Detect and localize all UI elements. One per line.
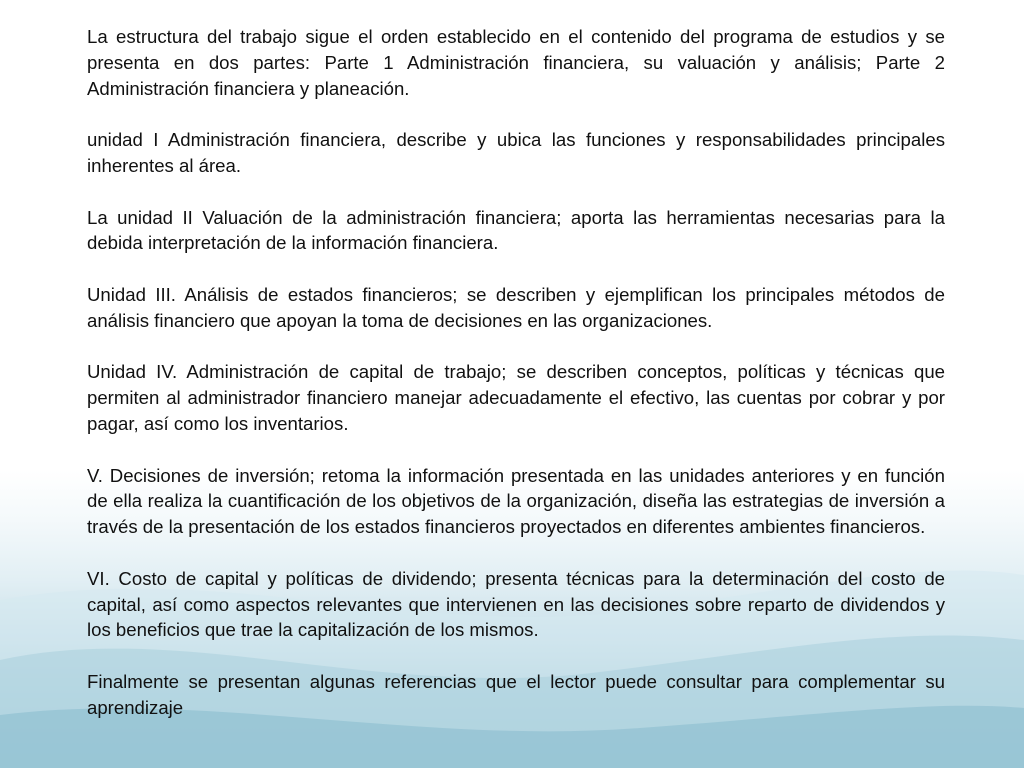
paragraph-closing: Finalmente se presentan algunas referencias que el lector puede consultar para complementar su aprendizaje <box>87 670 945 718</box>
paragraph-unit-3: Unidad III. Análisis de estados financieros; se describen y ejemplifican los principales métodos de análisis financiero que apoyan la toma de decisiones en las organizaciones. <box>87 283 945 331</box>
paragraph-structure: La estructura del trabajo sigue el orden establecido en el contenido del programa de estudios y se presenta en dos partes: Parte 1 Administración financiera, su valuación y análisis; Parte 2 Administración financiera y planeación. <box>87 26 945 99</box>
paragraph-unit-1: unidad I Administración financiera, describe y ubica las funciones y responsabilidades principales inherentes al área. <box>87 129 945 176</box>
paragraph-unit-6: VI. Costo de capital y políticas de dividendo; presenta técnicas para la determinación del costo de capital, así como aspectos relevantes que intervienen en las decisiones sobre reparto de dividendos y los beneficios que trae la capitalización de los mismos. <box>87 567 945 641</box>
paragraph-unit-5: V. Decisiones de inversión; retoma la información presentada en las unidades anteriores y en función de ella realiza la cuantificación de los objetivos de la organización, diseña las estrategias de inversión a través de la presentación de los estados financieros proyectados en diferentes ambientes financieros. <box>87 464 945 538</box>
slide-body-text <box>87 24 945 721</box>
paragraph-unit-4: Unidad IV. Administración de capital de trabajo; se describen conceptos, políticas y técnicas que permiten al administrador financiero manejar adecuadamente el efectivo, las cuentas por cobrar y por pagar, así como los inventarios. <box>87 361 945 434</box>
paragraph-unit-2: La unidad II Valuación de la administración financiera; aporta las herramientas necesarias para la debida interpretación de la información financiera. <box>87 206 945 254</box>
